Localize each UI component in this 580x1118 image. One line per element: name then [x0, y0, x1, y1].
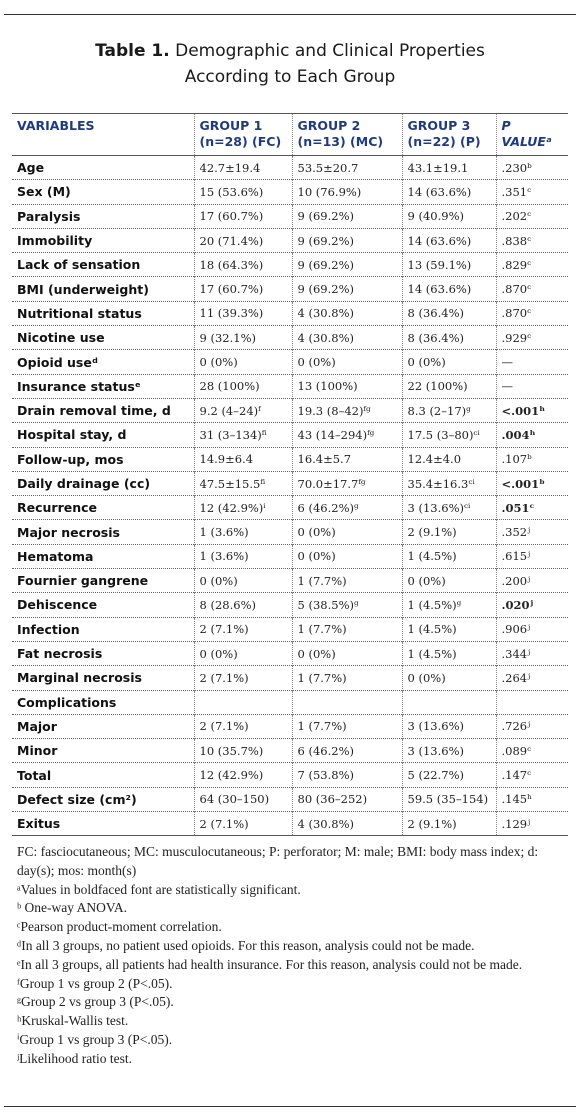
row-group-2: 13 (100%)	[292, 374, 402, 398]
row-variable: Minor	[17, 743, 58, 759]
footnote: ʲLikelihood ratio test.	[17, 1050, 132, 1066]
row-group-2: 4 (30.8%)	[292, 812, 402, 836]
row-p-value: .344ʲ	[496, 641, 568, 665]
row-variable: Fat necrosis	[17, 646, 103, 662]
row-group-2: 1 (7.7%)	[292, 666, 402, 690]
row-group-3: 1 (4.5%)	[402, 617, 496, 641]
table-row	[12, 350, 568, 374]
footnote: ᵈIn all 3 groups, no patient used opioids. For this reason, analysis could not be made.	[17, 937, 475, 953]
row-group-1: 12 (42.9%)	[194, 763, 292, 787]
row-group-1: 17 (60.7%)	[194, 204, 292, 228]
row-variable: Hematoma	[17, 548, 94, 564]
row-variable: Exitus	[17, 816, 61, 832]
row-p-value: .726ʲ	[496, 714, 568, 738]
table-row	[12, 763, 568, 787]
row-group-1: 0 (0%)	[194, 569, 292, 593]
row-group-2: 43 (14–294)ᶠᵍ	[292, 423, 402, 447]
row-p-value: .107ᵇ	[496, 447, 568, 471]
header-row	[12, 114, 568, 156]
table-row	[12, 471, 568, 495]
row-group-2: 0 (0%)	[292, 641, 402, 665]
table-row	[12, 569, 568, 593]
row-group-3: 14 (63.6%)	[402, 180, 496, 204]
row-group-3: 8 (36.4%)	[402, 326, 496, 350]
row-group-2: 6 (46.2%)ᵍ	[292, 496, 402, 520]
row-group-3: 5 (22.7%)	[402, 763, 496, 787]
row-p-value: —	[496, 374, 568, 398]
row-variable: Dehiscence	[17, 597, 98, 613]
row-variable: Recurrence	[17, 500, 98, 516]
row-variable: Marginal necrosis	[17, 670, 142, 686]
row-group-3: 3 (13.6%)ᶜⁱ	[402, 496, 496, 520]
row-variable: Nicotine use	[17, 330, 105, 346]
row-group-1: 12 (42.9%)ⁱ	[194, 496, 292, 520]
row-group-1: 1 (3.6%)	[194, 520, 292, 544]
table-row	[12, 617, 568, 641]
row-variable: Sex (M)	[17, 184, 71, 200]
row-p-value: .089ᶜ	[496, 739, 568, 763]
row-group-2: 19.3 (8–42)ᶠᵍ	[292, 398, 402, 422]
table-row	[12, 423, 568, 447]
row-variable: Hospital stay, d	[17, 427, 127, 443]
table-row	[12, 301, 568, 325]
row-group-3: 1 (4.5%)	[402, 641, 496, 665]
header-group-3-n: (n=22) (P)	[407, 134, 481, 149]
row-group-2: 80 (36–252)	[292, 787, 402, 811]
table-row	[12, 739, 568, 763]
row-variable: Opioid useᵈ	[17, 354, 98, 370]
footnote: ʰKruskal-Wallis test.	[17, 1013, 129, 1029]
row-group-1: 14.9±6.4	[194, 447, 292, 471]
row-group-1: 31 (3–134)ᶠⁱ	[194, 423, 292, 447]
row-group-1: 17 (60.7%)	[194, 277, 292, 301]
row-variable: Defect size (cm²)	[17, 791, 137, 807]
row-group-3: 0 (0%)	[402, 350, 496, 374]
row-group-3: 35.4±16.3ᶜⁱ	[402, 471, 496, 495]
table-row	[12, 641, 568, 665]
row-variable: Major necrosis	[17, 524, 120, 540]
footnote: ᶠGroup 1 vs group 2 (P<.05).	[17, 975, 173, 991]
row-variable: Fournier gangrene	[17, 573, 149, 589]
row-group-3: 1 (4.5%)ᵍ	[402, 593, 496, 617]
row-variable: Age	[17, 160, 45, 176]
row-group-2: 16.4±5.7	[292, 447, 402, 471]
row-p-value: .838ᶜ	[496, 228, 568, 252]
footnote: ᵍGroup 2 vs group 3 (P<.05).	[17, 994, 174, 1010]
table-row	[12, 520, 568, 544]
header-p-value: P VALUEᵃ	[496, 114, 568, 156]
row-variable: Total	[17, 767, 52, 783]
header-group-2-name: GROUP 2	[297, 118, 361, 133]
row-group-1: 11 (39.3%)	[194, 301, 292, 325]
footnote: ᵉIn all 3 groups, all patients had health insurance. For this reason, analysis could not be made.	[17, 956, 523, 972]
footnote: ᵃValues in boldfaced font are statistically significant.	[17, 881, 301, 897]
row-group-2: 7 (53.8%)	[292, 763, 402, 787]
row-group-1	[194, 690, 292, 714]
row-group-1: 15 (53.6%)	[194, 180, 292, 204]
table-row	[12, 204, 568, 228]
row-group-1: 1 (3.6%)	[194, 544, 292, 568]
table-row	[12, 593, 568, 617]
top-rule	[4, 14, 576, 15]
row-group-2: 53.5±20.7	[292, 156, 402, 180]
row-p-value: .145ʰ	[496, 787, 568, 811]
header-group-1	[194, 114, 292, 156]
row-variable: Insurance statusᵉ	[17, 378, 141, 394]
table-row	[12, 787, 568, 811]
row-group-3: 14 (63.6%)	[402, 228, 496, 252]
header-variables: VARIABLES	[17, 118, 95, 133]
table-row	[12, 253, 568, 277]
row-group-2: 5 (38.5%)ᵍ	[292, 593, 402, 617]
row-p-value: .051ᶜ	[496, 496, 568, 520]
row-p-value: .351ᶜ	[496, 180, 568, 204]
footnote: ⁱGroup 1 vs group 3 (P<.05).	[17, 1031, 173, 1047]
row-p-value: .147ᶜ	[496, 763, 568, 787]
row-variable: Complications	[17, 694, 117, 710]
row-p-value: .352ʲ	[496, 520, 568, 544]
bottom-rule	[4, 1106, 576, 1107]
footnote: ᶜPearson product-moment correlation.	[17, 919, 222, 935]
table-row	[12, 326, 568, 350]
row-group-2: 1 (7.7%)	[292, 569, 402, 593]
row-group-2: 0 (0%)	[292, 350, 402, 374]
row-group-3	[402, 690, 496, 714]
row-group-1: 64 (30–150)	[194, 787, 292, 811]
row-group-3: 59.5 (35–154)	[402, 787, 496, 811]
row-p-value: .615ʲ	[496, 544, 568, 568]
row-group-3: 2 (9.1%)	[402, 520, 496, 544]
row-p-value: .230ᵇ	[496, 156, 568, 180]
row-variable: Lack of sensation	[17, 257, 141, 273]
row-variable: Nutritional status	[17, 305, 142, 321]
row-group-3: 13 (59.1%)	[402, 253, 496, 277]
footnote: FC: fasciocutaneous; MC: musculocutaneous; P: perforator; M: male; BMI: body mass index; d: day(s); mos: month(s)	[17, 844, 539, 878]
row-group-1: 2 (7.1%)	[194, 714, 292, 738]
row-group-1: 2 (7.1%)	[194, 666, 292, 690]
row-group-3: 8.3 (2–17)ᵍ	[402, 398, 496, 422]
row-variable: BMI (underweight)	[17, 281, 149, 297]
row-group-1: 0 (0%)	[194, 350, 292, 374]
row-group-1: 9 (32.1%)	[194, 326, 292, 350]
header-group-1-n: (n=28) (FC)	[199, 134, 282, 149]
row-variable: Infection	[17, 621, 80, 637]
header-group-3-name: GROUP 3	[407, 118, 471, 133]
row-p-value	[496, 690, 568, 714]
table-row	[12, 398, 568, 422]
row-group-2: 9 (69.2%)	[292, 253, 402, 277]
row-group-1: 42.7±19.4	[194, 156, 292, 180]
row-p-value: —	[496, 350, 568, 374]
row-group-2: 6 (46.2%)	[292, 739, 402, 763]
row-group-3: 3 (13.6%)	[402, 714, 496, 738]
row-group-1: 10 (35.7%)	[194, 739, 292, 763]
row-group-2: 0 (0%)	[292, 544, 402, 568]
row-p-value: .929ᶜ	[496, 326, 568, 350]
table-title	[0, 38, 580, 90]
row-variable: Daily drainage (cc)	[17, 476, 151, 491]
table-row	[12, 812, 568, 836]
row-p-value: .200ʲ	[496, 569, 568, 593]
row-group-2: 1 (7.7%)	[292, 714, 402, 738]
row-group-2: 4 (30.8%)	[292, 301, 402, 325]
row-group-1: 9.2 (4–24)ᶠ	[194, 398, 292, 422]
row-p-value: .829ᶜ	[496, 253, 568, 277]
row-group-3: 2 (9.1%)	[402, 812, 496, 836]
row-group-1: 0 (0%)	[194, 641, 292, 665]
table-row	[12, 374, 568, 398]
table-row	[12, 714, 568, 738]
table-row	[12, 228, 568, 252]
row-group-3: 3 (13.6%)	[402, 739, 496, 763]
row-group-3: 8 (36.4%)	[402, 301, 496, 325]
row-group-3: 1 (4.5%)	[402, 544, 496, 568]
row-p-value: .129ʲ	[496, 812, 568, 836]
row-group-1: 18 (64.3%)	[194, 253, 292, 277]
row-group-3: 0 (0%)	[402, 569, 496, 593]
row-variable: Major	[17, 718, 57, 734]
row-group-3: 9 (40.9%)	[402, 204, 496, 228]
row-p-value: .202ᶜ	[496, 204, 568, 228]
row-variable: Immobility	[17, 233, 93, 249]
row-group-2: 9 (69.2%)	[292, 277, 402, 301]
header-group-3	[402, 114, 496, 156]
table-row	[12, 180, 568, 204]
row-group-3: 43.1±19.1	[402, 156, 496, 180]
row-group-2: 9 (69.2%)	[292, 204, 402, 228]
row-group-1: 2 (7.1%)	[194, 812, 292, 836]
row-group-2: 1 (7.7%)	[292, 617, 402, 641]
row-group-3: 22 (100%)	[402, 374, 496, 398]
row-group-2: 10 (76.9%)	[292, 180, 402, 204]
row-variable: Paralysis	[17, 208, 81, 224]
footnote: ᵇ One-way ANOVA.	[17, 900, 128, 916]
header-group-1-name: GROUP 1	[199, 118, 263, 133]
row-group-1: 8 (28.6%)	[194, 593, 292, 617]
row-group-2: 0 (0%)	[292, 520, 402, 544]
row-group-2: 4 (30.8%)	[292, 326, 402, 350]
title-line-1: Demographic and Clinical Properties	[175, 41, 485, 61]
table-row	[12, 156, 568, 180]
row-group-3: 12.4±4.0	[402, 447, 496, 471]
row-variable: Follow-up, mos	[17, 451, 124, 467]
row-group-1: 2 (7.1%)	[194, 617, 292, 641]
row-group-3: 14 (63.6%)	[402, 277, 496, 301]
table-row	[12, 496, 568, 520]
row-p-value: <.001ᵇ	[496, 471, 568, 495]
row-group-3: 17.5 (3–80)ᶜⁱ	[402, 423, 496, 447]
table-row	[12, 277, 568, 301]
table-row	[12, 690, 568, 714]
table-row	[12, 666, 568, 690]
table-row	[12, 447, 568, 471]
table-body	[12, 156, 568, 836]
table-label: Table 1.	[95, 41, 170, 61]
data-table	[12, 113, 568, 836]
title-line-2: According to Each Group	[184, 67, 396, 87]
row-p-value: .870ᶜ	[496, 277, 568, 301]
header-group-2	[292, 114, 402, 156]
row-group-1: 47.5±15.5ᶠⁱ	[194, 471, 292, 495]
row-p-value: .906ʲ	[496, 617, 568, 641]
row-group-1: 28 (100%)	[194, 374, 292, 398]
row-p-value: .004ʰ	[496, 423, 568, 447]
row-p-value: <.001ʰ	[496, 398, 568, 422]
table-row	[12, 544, 568, 568]
row-p-value: .020ʲ	[496, 593, 568, 617]
row-group-3: 0 (0%)	[402, 666, 496, 690]
row-p-value: .870ᶜ	[496, 301, 568, 325]
row-group-2	[292, 690, 402, 714]
row-p-value: .264ʲ	[496, 666, 568, 690]
row-group-1: 20 (71.4%)	[194, 228, 292, 252]
row-group-2: 9 (69.2%)	[292, 228, 402, 252]
row-group-2: 70.0±17.7ᶠᵍ	[292, 471, 402, 495]
row-variable: Drain removal time, d	[17, 403, 171, 419]
footnotes	[17, 843, 557, 1069]
header-group-2-n: (n=13) (MC)	[297, 134, 384, 149]
